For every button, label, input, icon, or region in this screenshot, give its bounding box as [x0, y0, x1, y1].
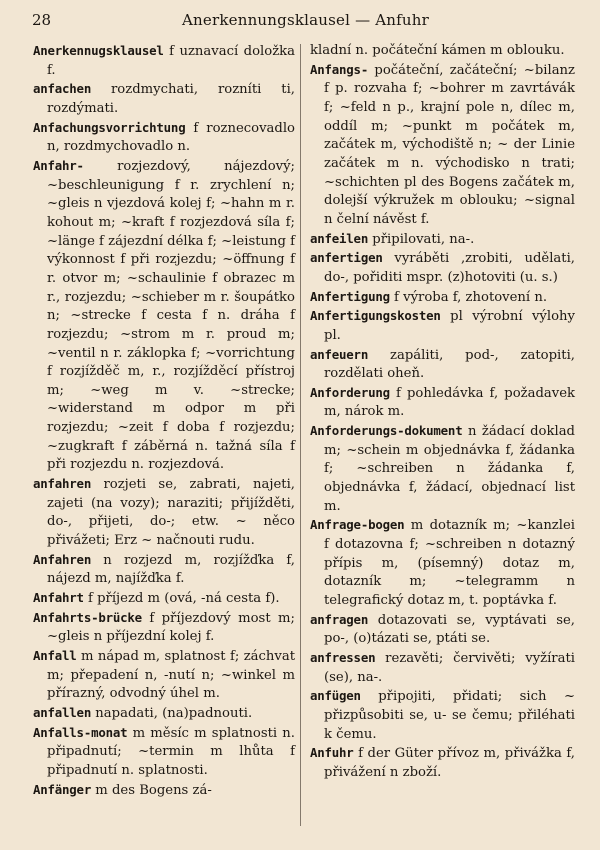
entry-definition: zapáliti, pod-, zatopiti, rozdělati oheň. — [324, 347, 575, 382]
dictionary-entry — [33, 119, 295, 157]
dictionary-entry — [310, 61, 575, 230]
entry-definition: f roznecovadlo n, rozdmychovadlo n. — [47, 120, 295, 155]
dictionary-entry — [310, 230, 575, 250]
entry-definition: rezavěti; červivěti; vyžírati (se), na-. — [324, 651, 575, 685]
entry-definition: f uznavací doložka f. — [47, 44, 295, 78]
dictionary-entry — [33, 551, 295, 589]
entry-definition: rozjezdový, nájezdový; ~beschleunigung f r. zrychlení n; ~gleis n vjezdová kolej f; ~hahn m r. kohout m; ~kraft f rozjezdová síla f; ~länge f zájezdní délka f; ~leistung f výkonnost f při rozjezdu; ~öffnung f r. otvor m; ~schaulinie f obrazec m r., rozjezdu; ~schieber m r. šoupátko n; ~strecke f cesta f n. dráha f rozjezdu; ~strom m r. proud m; ~ventil n r. záklopka f; ~vorrichtung f rozjížděč m, r., rozjížděcí přístroj m; ~weg m v. ~strecke; ~widerstand m odpor m při rozjezdu; ~zeit f doba f rozjezdu; ~zugkraft f záběrná n. tažná síla f při rozjezdu n. rozjezdová. — [47, 158, 296, 473]
continued-entry — [310, 42, 575, 61]
dictionary-entry — [310, 384, 575, 422]
entry-headword: anfahren — [33, 476, 92, 492]
dictionary-entry — [310, 422, 575, 516]
dictionary-entry — [33, 42, 295, 80]
entry-headword: Anfall — [33, 648, 77, 663]
entry-definition: m dotazník m; ~kanzlei f dotazovna f; ~schreiben n dotazný přípis m, (písemný) dotaz m, dotazník m; ~telegramm n telegrafický dotaz m, t. poptávka f. — [324, 518, 575, 609]
entry-headword: anfertigen — [310, 250, 383, 266]
entry-headword: Anforderung — [310, 384, 390, 400]
entry-definition: f příjezd m (ová, -ná cesta f). — [83, 591, 280, 607]
dictionary-entry — [33, 609, 295, 647]
continued-text: kladní n. počáteční kámen m oblouku. — [310, 43, 565, 58]
entry-definition: m měsíc m splatnosti n. připadnutí; ~termin m lhůta f připadnutí n. splatnosti. — [47, 725, 295, 778]
entry-headword: Anforderungs-dokument — [310, 423, 463, 439]
entry-headword: Anfertigungskosten — [310, 308, 441, 324]
entry-definition: n žádací doklad m; ~schein m objednávka f, žádanka f; ~schreiben n žádanka f, objednávka f, žádací, objednací list m. — [324, 424, 575, 514]
left-column — [33, 42, 295, 800]
entry-definition: f pohledávka f, požadavek m, nárok m. — [324, 385, 575, 420]
entry-headword: anfragen — [310, 611, 369, 627]
entry-headword: anfeilen — [310, 230, 369, 246]
entry-definition: f příjezdový most m; ~gleis n příjezdní kolej f. — [47, 610, 295, 645]
dictionary-entry — [310, 288, 575, 308]
dictionary-entry — [33, 781, 295, 801]
entry-headword: Anfänger — [33, 781, 92, 797]
entry-definition: f výroba f, zhotovení n. — [389, 289, 548, 305]
entry-definition: m des Bogens zá- — [91, 782, 212, 798]
running-title: Anerkennungsklausel — Anfuhr — [182, 11, 429, 29]
dictionary-entry — [310, 687, 575, 744]
entry-headword: Anfahrts-brücke — [33, 609, 142, 625]
entry-definition: rozdmychati, rozníti ti, rozdýmati. — [47, 82, 295, 116]
entry-definition: dotazovati se, vyptávati se, po-, (o)tázati se, ptáti se. — [324, 612, 575, 647]
entry-definition: pl výrobní výlohy pl. — [324, 309, 575, 343]
entry-headword: anfallen — [33, 704, 92, 720]
entry-definition: počáteční, začáteční; ~bilanz f p. rozvaha f; ~bohrer m zavrtávák f; ~feld n p., krajní pole n, dílec m, oddíl m; ~punkt m počátek m, začátek m, východiště n; ~ der Linie začátek m n. východisko n trati; ~schichten pl des Bogens začátek m, dolejší výkružek m oblouku; ~signal n čelní návěst f. — [324, 62, 575, 227]
dictionary-entry — [310, 611, 575, 649]
entry-headword: Anfuhr — [310, 745, 354, 761]
entry-definition: napadati, (na)padnouti. — [91, 705, 253, 721]
column-divider — [300, 44, 301, 826]
dictionary-entry — [33, 157, 295, 475]
page-number: 28 — [32, 11, 52, 29]
entry-definition: vyráběti ,zrobiti, udělati, do-, pořiditi mspr. (z)hotoviti (u. s.) — [324, 251, 575, 285]
dictionary-entry — [33, 80, 295, 118]
entry-headword: Anerkennugsklausel — [33, 43, 164, 58]
entry-definition: rozjeti se, zabrati, najeti, zajeti (na vozy); naraziti; přijížděti, do-, přijeti, do-; etw. ~ něco přivážeti; Erz ~ načnouti rudu. — [47, 477, 295, 549]
entry-definition: připojiti, přidati; sich ~ přizpůsobiti se, u- se čemu; přiléhati k čemu. — [324, 689, 575, 742]
entry-headword: Anfahr- — [33, 157, 84, 173]
dictionary-entry — [33, 724, 295, 781]
dictionary-entry — [310, 516, 575, 610]
entry-headword: anfressen — [310, 650, 376, 665]
page-header — [32, 8, 578, 32]
entry-headword: anfeuern — [310, 346, 369, 362]
dictionary-entry — [33, 647, 295, 704]
right-column — [310, 42, 575, 783]
entry-definition: f der Güter přívoz m, přivážka f, přivážení n zboží. — [324, 746, 575, 780]
entry-headword: Anfalls-monat — [33, 724, 128, 740]
dictionary-entry — [33, 589, 295, 609]
dictionary-entry — [310, 307, 575, 345]
entry-headword: anfachen — [33, 81, 92, 97]
entry-headword: anfügen — [310, 688, 361, 704]
entry-headword: Anfachungsvorrichtung — [33, 119, 186, 135]
entry-definition: m nápad m, splatnost f; záchvat m; přepadení n, -nutí n; ~winkel m přírazný, odvodný úhel m. — [47, 649, 295, 702]
dictionary-entry — [310, 649, 575, 687]
dictionary-entry — [310, 744, 575, 782]
entry-headword: Anfahrt — [33, 590, 84, 606]
entry-definition: připilovati, na-. — [368, 231, 475, 247]
dictionary-entry — [310, 346, 575, 384]
entry-headword: Anfrage-bogen — [310, 517, 405, 533]
dictionary-entry — [33, 475, 295, 551]
entry-headword: Anfangs- — [310, 61, 369, 77]
entry-headword: Anfahren — [33, 551, 92, 567]
dictionary-entry — [310, 249, 575, 287]
entry-headword: Anfertigung — [310, 288, 390, 304]
dictionary-entry — [33, 704, 295, 724]
entry-definition: n rozjezd m, rozjížďka f, nájezd m, najížďka f. — [47, 552, 295, 587]
